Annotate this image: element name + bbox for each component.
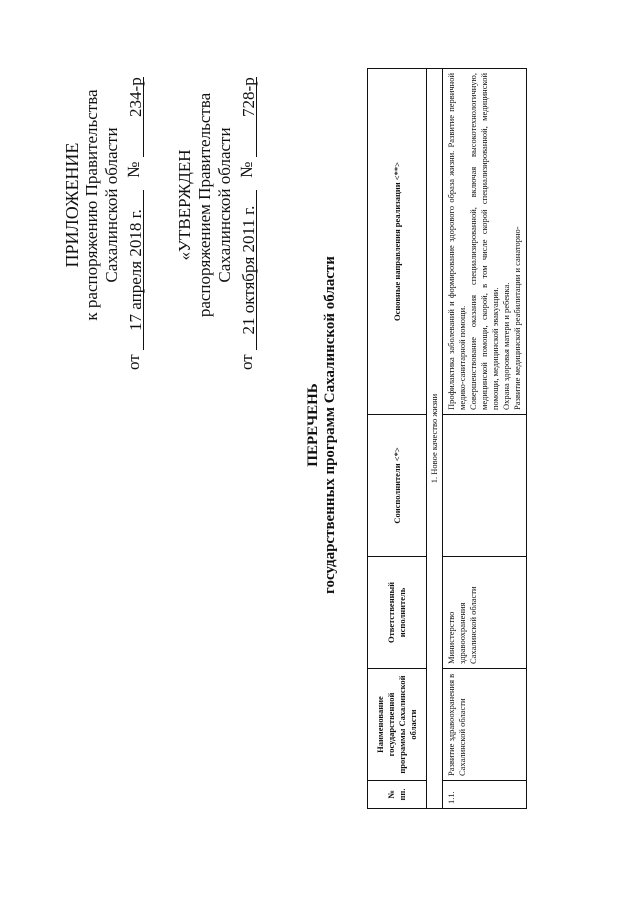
header-executor: Ответственный исполнитель [368, 557, 427, 669]
header-coexecutors: Соисполнители <*> [368, 415, 427, 557]
approved-number: 728-р [239, 77, 257, 157]
appendix-line-2: Сахалинской области [102, 127, 121, 283]
approved-line-1: распоряжением Правительства [195, 92, 214, 318]
section-row [427, 69, 443, 809]
direction-item: Охрана здоровья матери и ребенка. [501, 282, 511, 410]
approved-num-label: № [237, 161, 256, 178]
header-program: Наименование государственной программы Сахалинской области [368, 669, 427, 781]
section-title: 1. Новое качество жизни [427, 69, 443, 809]
approved-block [175, 40, 257, 370]
table-row [443, 69, 527, 809]
approved-from-label: от [237, 354, 256, 370]
document-heading [305, 185, 339, 665]
appendix-date-line [124, 40, 144, 370]
appendix-number: 234-р [126, 77, 144, 157]
appendix-num-label: № [124, 161, 143, 178]
heading-title: ПЕРЕЧЕНЬ [305, 383, 321, 467]
header-num: № пп. [368, 781, 427, 809]
row-coexecutors [443, 415, 527, 557]
approved-title: «УТВЕРЖДЕН [175, 149, 194, 261]
appendix-from-label: от [124, 354, 143, 370]
direction-item: Профилактика заболеваний и формирование здорового образа жизни. Развитие первичной медико-санитарной помощи. [446, 73, 467, 410]
appendix-line-1: к распоряжению Правительства [82, 89, 101, 321]
approved-line-2: Сахалинской области [215, 127, 234, 283]
heading-subtitle: государственных программ Сахалинской области [322, 256, 338, 594]
appendix-date: 17 апреля 2018 г. [126, 190, 144, 350]
row-num: 1.1. [443, 781, 527, 809]
row-program: Развитие здравоохранения в Сахалинской области [443, 669, 527, 781]
table-header-row [368, 69, 427, 809]
header-directions: Основные направления реализации <**> [368, 69, 427, 415]
programs-table [367, 68, 527, 809]
row-directions [443, 69, 527, 415]
appendix-block [62, 40, 144, 370]
approved-date: 21 октября 2011 г. [239, 190, 257, 350]
direction-item: Развитие медицинской реабилитации и санаторно- [512, 226, 522, 410]
appendix-title: ПРИЛОЖЕНИЕ [62, 142, 82, 268]
approved-date-line [237, 40, 257, 370]
row-executor: Министерство здравоохранения Сахалинской области [443, 557, 527, 669]
direction-item: Совершенствование оказания специализированной, включая высокотехнологичную, медицинской помощи, скорой, в том числе скорой специализированной, медицинской помощи, медицинской эвакуации. [468, 73, 500, 410]
